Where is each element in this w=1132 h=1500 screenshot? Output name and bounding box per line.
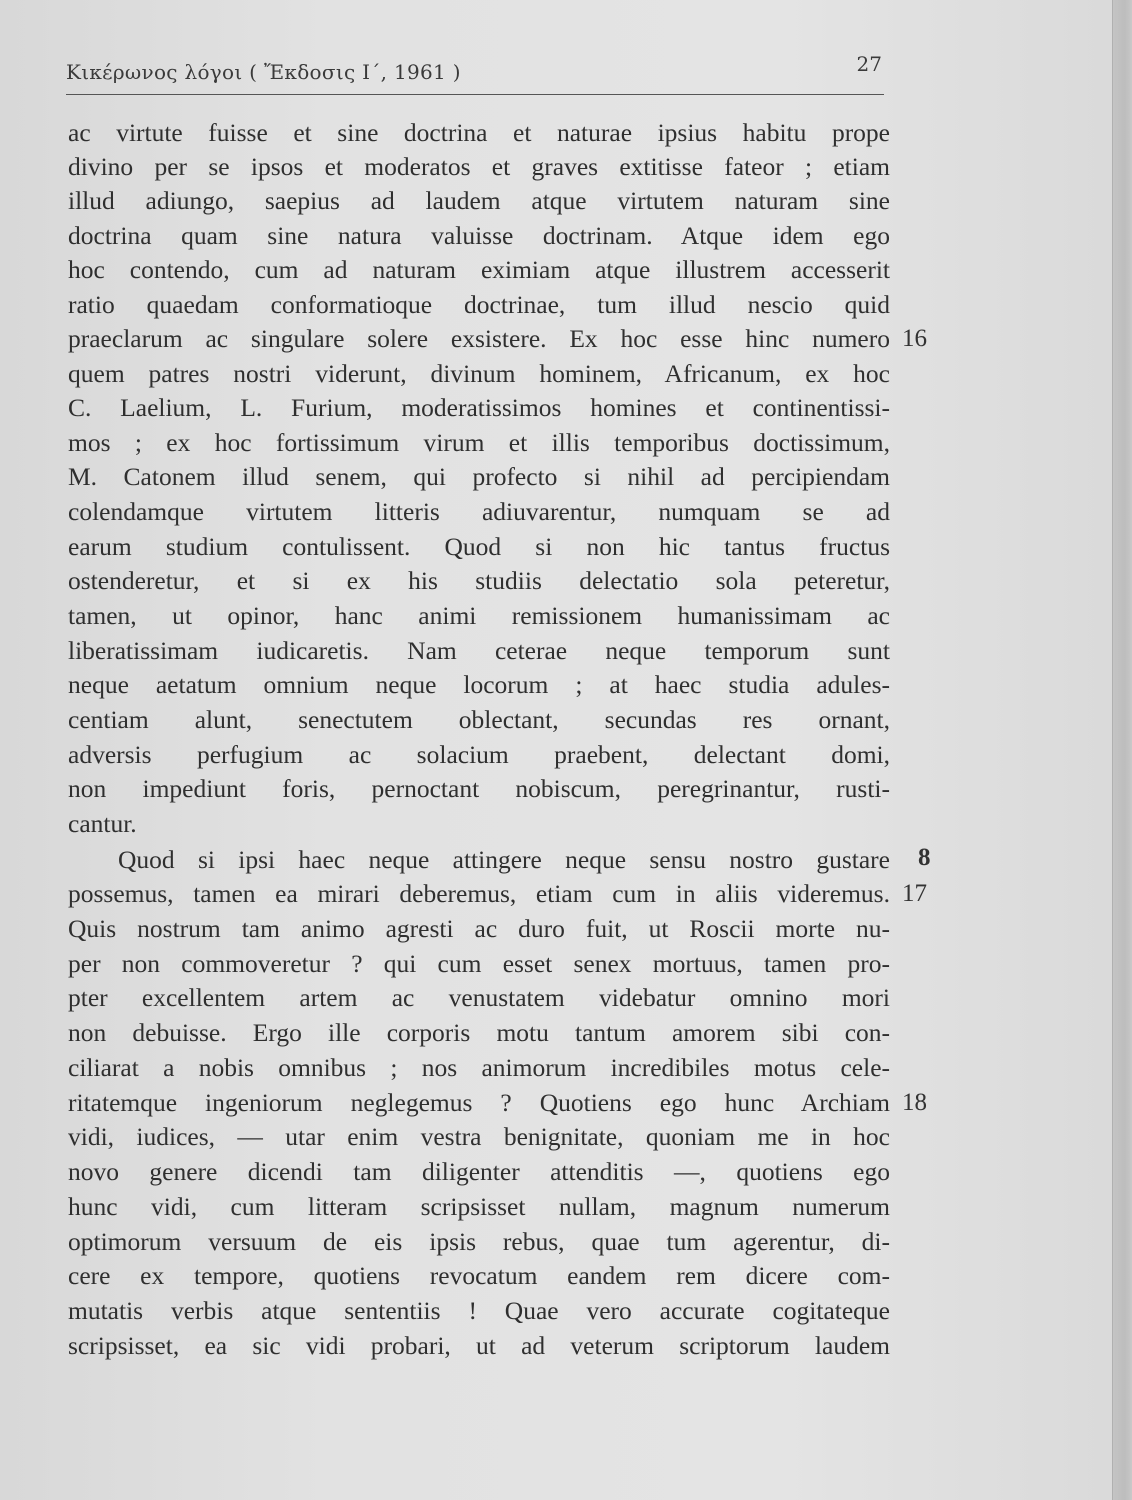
text-line: per non commoveretur ? qui cum esset senex mortuus, tamen pro- — [68, 949, 890, 978]
text-line: divino per se ipsos et moderatos et graves extitisse fateor ; etiam — [68, 152, 890, 181]
text-line: doctrina quam sine natura valuisse doctrinam. Atque idem ego — [68, 221, 890, 250]
text-line: quem patres nostri viderunt, divinum hominem, Africanum, ex hoc — [68, 359, 890, 388]
text-line: mos ; ex hoc fortissimum virum et illis temporibus doctissimum, — [68, 428, 890, 457]
text-line: hunc vidi, cum litteram scripsisset nullam, magnum numerum — [68, 1192, 890, 1221]
text-line: cere ex tempore, quotiens revocatum eandem rem dicere com- — [68, 1261, 890, 1290]
running-title: Κικέρωνος λόγοι ( Ἔκδοσις Ι΄, 1961 ) — [66, 60, 461, 84]
text-line: ciliarat a nobis omnibus ; nos animorum incredibiles motus cele- — [68, 1053, 890, 1082]
text-line: ac virtute fuisse et sine doctrina et naturae ipsius habitu prope — [68, 118, 890, 147]
text-line: ostenderetur, et si ex his studiis delectatio sola peteretur, — [68, 566, 890, 595]
text-line: pter excellentem artem ac venustatem videbatur omnino mori — [68, 983, 890, 1012]
text-line: neque aetatum omnium neque locorum ; at haec studia adules- — [68, 670, 890, 699]
text-line: possemus, tamen ea mirari deberemus, etiam cum in aliis videremus. — [68, 879, 890, 908]
paragraph-first-line: Quod si ipsi haec neque attingere neque sensu nostro gustare — [118, 845, 890, 874]
text-line: ritatemque ingeniorum neglegemus ? Quotiens ego hunc Archiam — [68, 1088, 890, 1117]
text-line: C. Laelium, L. Furium, moderatissimos homines et continentissi- — [68, 393, 890, 422]
text-line: praeclarum ac singulare solere exsistere. Ex hoc esse hinc numero — [68, 324, 890, 353]
text-line: novo genere dicendi tam diligenter attenditis —, quotiens ego — [68, 1157, 890, 1186]
margin-number-18: 18 — [902, 1089, 927, 1116]
text-line: colendamque virtutem litteris adiuvarentur, numquam se ad — [68, 497, 890, 526]
page-number: 27 — [856, 52, 882, 76]
text-line: tamen, ut opinor, hanc animi remissionem humanissimam ac — [68, 601, 890, 630]
text-line: Quis nostrum tam animo agresti ac duro fuit, ut Roscii morte nu- — [68, 914, 890, 943]
text-line: non impediunt foris, pernoctant nobiscum, peregrinantur, rusti- — [68, 774, 890, 803]
text-line: non debuisse. Ergo ille corporis motu tantum amorem sibi con- — [68, 1018, 890, 1047]
text-line: M. Catonem illud senem, qui profecto si nihil ad percipiendam — [68, 462, 890, 491]
text-line: scripsisset, ea sic vidi probari, ut ad veterum scriptorum laudem — [68, 1331, 890, 1360]
margin-number-16: 16 — [902, 325, 927, 352]
text-line: mutatis verbis atque sententiis ! Quae vero accurate cogitateque — [68, 1296, 890, 1325]
page-header — [66, 52, 884, 95]
text-line: hoc contendo, cum ad naturam eximiam atque illustrem accesserit — [68, 255, 890, 284]
margin-number-8: 8 — [918, 844, 931, 871]
margin-number-17: 17 — [902, 880, 927, 907]
text-line: illud adiungo, saepius ad laudem atque virtutem naturam sine — [68, 186, 890, 215]
text-line: earum studium contulissent. Quod si non hic tantus fructus — [68, 532, 890, 561]
text-line: centiam alunt, senectutem oblectant, secundas res ornant, — [68, 705, 890, 734]
text-line: optimorum versuum de eis ipsis rebus, quae tum agerentur, di- — [68, 1227, 890, 1256]
text-line: ratio quaedam conformatioque doctrinae, tum illud nescio quid — [68, 290, 890, 319]
page-edge — [1112, 0, 1132, 1500]
text-line: vidi, iudices, — utar enim vestra benignitate, quoniam me in hoc — [68, 1122, 890, 1151]
text-line: adversis perfugium ac solacium praebent, delectant domi, — [68, 740, 890, 769]
text-line: liberatissimam iudicaretis. Nam ceterae neque temporum sunt — [68, 636, 890, 665]
text-line: cantur. — [68, 809, 137, 838]
